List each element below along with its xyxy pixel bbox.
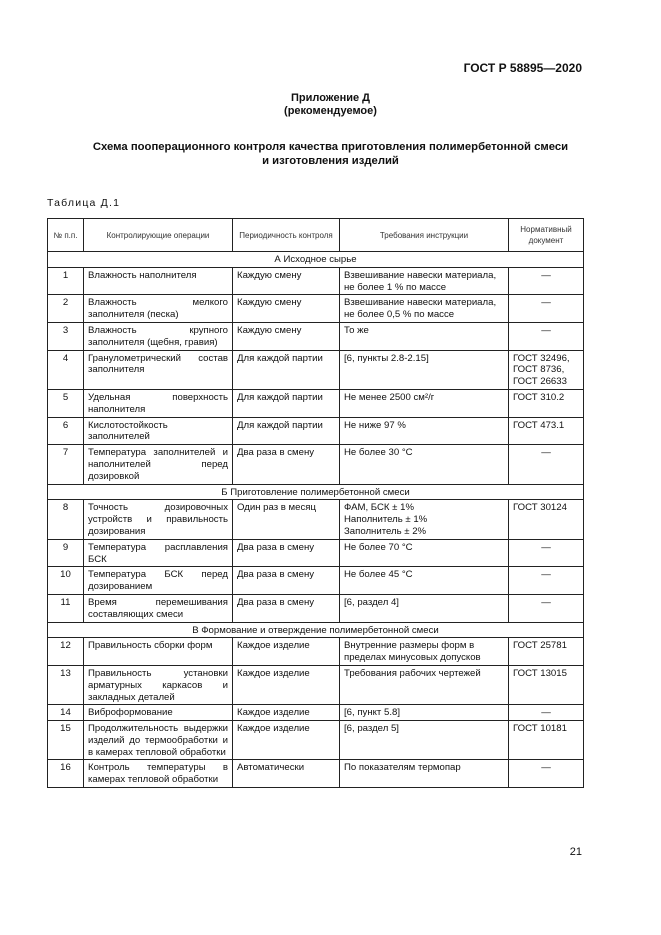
period-cell: Для каждой партии [233,389,340,417]
page-number: 21 [569,846,582,858]
row-number: 6 [48,417,84,445]
table-row [48,445,584,484]
row-number: 1 [48,267,84,295]
operation-cell: Влажность мелкого заполнителя (песка) [84,295,233,323]
requirement-cell: [6, раздел 5] [340,721,509,760]
period-cell: Каждое изделие [233,705,340,721]
table-row [48,500,584,539]
period-cell: Каждую смену [233,322,340,350]
table-row [48,267,584,295]
period-cell: Два раза в смену [233,445,340,484]
operation-cell: Температура заполнителей и наполнителей перед дозировкой [84,445,233,484]
period-cell: Каждую смену [233,267,340,295]
requirement-cell: Взвешивание навески материала, не более 0,5 % по массе [340,295,509,323]
operation-cell: Правильность сборки форм [84,638,233,666]
requirement-cell: Внутренние размеры форм в пределах минусовых допусков [340,638,509,666]
table-row [48,594,584,622]
control-table [47,218,584,788]
requirement-cell: Требования рабочих чертежей [340,665,509,704]
period-cell: Для каждой партии [233,350,340,389]
row-number: 2 [48,295,84,323]
period-cell: Два раза в смену [233,539,340,567]
operation-cell: Правильность установки арматурных каркасов и закладных деталей [84,665,233,704]
normative-document-cell: — [509,445,584,484]
period-cell: Два раза в смену [233,567,340,595]
row-number: 9 [48,539,84,567]
operation-cell: Виброформование [84,705,233,721]
table-row [48,760,584,788]
column-header: Требования инструкции [340,219,509,252]
period-cell: Один раз в месяц [233,500,340,539]
appendix-subtitle: (рекомендуемое) [284,105,377,117]
requirement-cell: Не более 30 °С [340,445,509,484]
normative-document-cell: ГОСТ 25781 [509,638,584,666]
table-row [48,638,584,666]
table-row [48,389,584,417]
row-number: 4 [48,350,84,389]
requirement-cell: Не более 45 °С [340,567,509,595]
operation-cell: Продолжительность выдержки изделий до термообработки и в камерах тепловой обработки [84,721,233,760]
row-number: 10 [48,567,84,595]
period-cell: Каждое изделие [233,721,340,760]
table-row [48,539,584,567]
column-header: Нормативный документ [509,219,584,252]
document-title-line: и изготовления изделий [262,155,399,167]
requirement-line: ФАМ, БСК ± 1% [344,502,414,514]
row-number: 8 [48,500,84,539]
column-header: Контролирующие операции [84,219,233,252]
normative-document-cell: ГОСТ 473.1 [509,417,584,445]
operation-cell: Температура БСК перед дозированием [84,567,233,595]
period-cell: Каждое изделие [233,665,340,704]
table-row [48,350,584,389]
section-row [48,622,584,638]
operation-cell: Температура расплавления БСК [84,539,233,567]
table-header-row [48,219,584,252]
appendix-heading [0,92,661,118]
document-title-line: Схема пооперационного контроля качества приготовления полимербетонной смеси [92,141,569,153]
table-row [48,322,584,350]
operation-cell: Контроль температуры в камерах тепловой обработки [84,760,233,788]
requirement-cell: То же [340,322,509,350]
requirement-cell: Не более 70 °С [340,539,509,567]
section-title: А Исходное сырье [48,252,584,268]
standard-number: ГОСТ Р 58895—2020 [463,61,582,75]
normative-document-cell: — [509,322,584,350]
column-header: Периодичность контроля [233,219,340,252]
table-row [48,567,584,595]
requirement-cell [340,500,509,539]
operation-cell: Гранулометрический состав заполнителя [84,350,233,389]
requirement-cell: [6, пункты 2.8-2.15] [340,350,509,389]
normative-document-cell: — [509,295,584,323]
row-number: 11 [48,594,84,622]
table-label: Таблица Д.1 [47,197,121,209]
row-number: 12 [48,638,84,666]
table-row [48,295,584,323]
requirement-cell: Не менее 2500 см²/г [340,389,509,417]
requirement-line: Наполнитель ± 1% [344,514,428,526]
normative-document-cell: ГОСТ 310.2 [509,389,584,417]
normative-document-cell: ГОСТ 10181 [509,721,584,760]
period-cell: Для каждой партии [233,417,340,445]
table-row [48,417,584,445]
operation-cell: Точность дозировочных устройств и правильность дозирования [84,500,233,539]
column-header: № п.п. [48,219,84,252]
table-row [48,665,584,704]
table-body [48,252,584,788]
normative-document-cell: ГОСТ 32496, ГОСТ 8736, ГОСТ 26633 [509,350,584,389]
row-number: 14 [48,705,84,721]
requirement-cell: [6, раздел 4] [340,594,509,622]
row-number: 13 [48,665,84,704]
section-row [48,252,584,268]
operation-cell: Кислотостойкость заполнителей [84,417,233,445]
requirement-cell: Не ниже 97 % [340,417,509,445]
period-cell: Каждое изделие [233,638,340,666]
row-number: 15 [48,721,84,760]
row-number: 5 [48,389,84,417]
row-number: 3 [48,322,84,350]
period-cell: Автоматически [233,760,340,788]
table-row [48,705,584,721]
normative-document-cell: ГОСТ 30124 [509,500,584,539]
document-title [60,140,601,168]
normative-document-cell: — [509,567,584,595]
requirement-cell: По показателям термопар [340,760,509,788]
normative-document-cell: — [509,594,584,622]
section-title: Б Приготовление полимербетонной смеси [48,484,584,500]
normative-document-cell: — [509,705,584,721]
operation-cell: Удельная поверхность наполнителя [84,389,233,417]
normative-document-cell: — [509,760,584,788]
row-number: 7 [48,445,84,484]
appendix-title: Приложение Д [291,92,370,104]
requirement-line: Заполнитель ± 2% [344,525,427,537]
period-cell: Каждую смену [233,295,340,323]
section-title: В Формование и отверждение полимербетонной смеси [48,622,584,638]
normative-document-cell: — [509,267,584,295]
operation-cell: Влажность наполнителя [84,267,233,295]
period-cell: Два раза в смену [233,594,340,622]
table-row [48,721,584,760]
row-number: 16 [48,760,84,788]
operation-cell: Время перемешивания составляющих смеси [84,594,233,622]
requirement-cell: Взвешивание навески материала, не более 1 % по массе [340,267,509,295]
requirement-cell: [6, пункт 5.8] [340,705,509,721]
normative-document-cell: — [509,539,584,567]
section-row [48,484,584,500]
normative-document-cell: ГОСТ 13015 [509,665,584,704]
operation-cell: Влажность крупного заполнителя (щебня, гравия) [84,322,233,350]
